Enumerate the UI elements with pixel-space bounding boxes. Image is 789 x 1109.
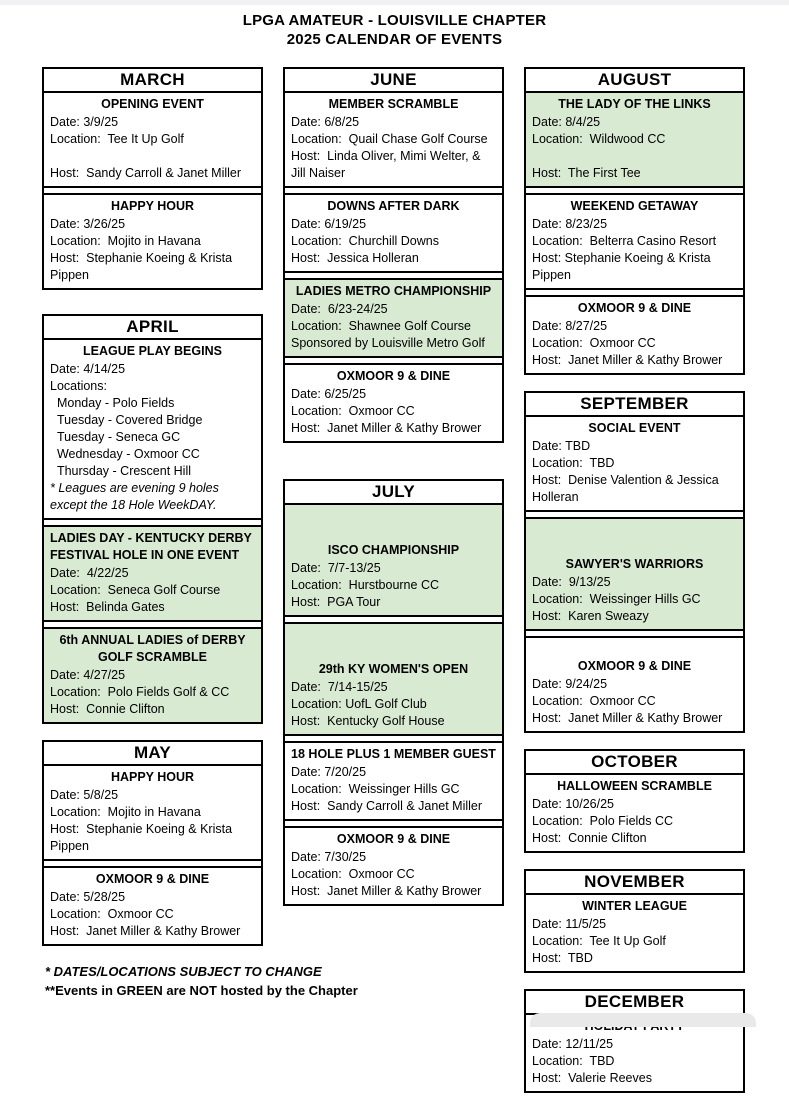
- month-header-may: MAY: [44, 742, 261, 766]
- month-section-may: [42, 740, 263, 946]
- month-header-june: JUNE: [285, 69, 502, 93]
- event-line: Date: 8/23/25: [532, 217, 608, 231]
- event-line: Host: Janet Miller & Kathy Brower: [291, 421, 482, 435]
- event-line: Location: Mojito in Havana: [50, 805, 201, 819]
- event-line: Thursday - Crescent Hill: [50, 464, 192, 478]
- blank-line: [532, 640, 737, 657]
- event-line: Date: 7/20/25: [291, 765, 367, 779]
- calendar-column-3: [524, 67, 745, 1109]
- event-line: Date: 4/27/25: [50, 668, 126, 682]
- event-line: Date: 3/9/25: [50, 115, 119, 129]
- event-line: Locations:: [50, 379, 107, 393]
- month-header-april: APRIL: [44, 316, 261, 340]
- calendar-column-1: [42, 67, 263, 1109]
- calendar-column-2: [283, 67, 504, 1109]
- event-line: Location: Shawnee Golf Course: [291, 319, 471, 333]
- event-line: Location: Oxmoor CC: [291, 867, 415, 881]
- event-box: [526, 775, 743, 851]
- event-box: [44, 93, 261, 186]
- event-line: Date: 5/28/25: [50, 890, 126, 904]
- event-line: Date: 7/14-15/25: [291, 680, 388, 694]
- event-line: Location: Quail Chase Golf Course: [291, 132, 488, 146]
- blank-line: [532, 521, 737, 538]
- event-line: Date: 10/26/25: [532, 797, 615, 811]
- event-line: Host: Belinda Gates: [50, 600, 165, 614]
- event-line: Date: 7/30/25: [291, 850, 367, 864]
- blank-line: [291, 507, 496, 524]
- event-title: LADIES DAY - KENTUCKY DERBY FESTIVAL HOLE IN ONE EVENT: [50, 531, 256, 562]
- event-note: * Leagues are evening 9 holes except the 18 Hole WeekDAY.: [50, 481, 223, 512]
- event-line: [532, 148, 737, 165]
- month-header-december: DECEMBER: [526, 991, 743, 1015]
- footer-note-dates: * DATES/LOCATIONS SUBJECT TO CHANGE: [45, 964, 322, 979]
- event-line: Location: Oxmoor CC: [532, 694, 656, 708]
- month-header-july: JULY: [285, 481, 502, 505]
- event-line: Date: 6/25/25: [291, 387, 367, 401]
- event-separator: [285, 356, 502, 365]
- event-box: [44, 868, 261, 944]
- event-line: Date: 7/7-13/25: [291, 561, 381, 575]
- event-box: [285, 505, 502, 615]
- event-line: Location: Oxmoor CC: [291, 404, 415, 418]
- event-line: Location: Tee It Up Golf: [50, 132, 184, 146]
- event-title: OXMOOR 9 & DINE: [336, 369, 451, 383]
- event-box: [44, 629, 261, 722]
- event-line: Host: Janet Miller & Kathy Brower: [532, 711, 723, 725]
- event-box: [526, 895, 743, 971]
- month-section-october: [524, 749, 745, 853]
- page-top-strip: [0, 0, 789, 5]
- event-line: Date: 8/27/25: [532, 319, 608, 333]
- event-line: Date: 8/4/25: [532, 115, 601, 129]
- event-line: Host: Kentucky Golf House: [291, 714, 445, 728]
- blank-line: [291, 524, 496, 541]
- event-title: OXMOOR 9 & DINE: [577, 659, 692, 673]
- event-line: Host: Janet Miller & Kathy Brower: [50, 924, 241, 938]
- event-title: THE LADY OF THE LINKS: [558, 97, 711, 111]
- event-line: Date: 12/11/25: [532, 1037, 614, 1051]
- event-line: Date: 3/26/25: [50, 217, 126, 231]
- month-section-december: [524, 989, 745, 1093]
- event-box: [44, 195, 261, 288]
- event-line: Date: 11/5/25: [532, 917, 607, 931]
- month-section-august: [524, 67, 745, 375]
- event-title: ISCO CHAMPIONSHIP: [327, 543, 460, 557]
- event-line: Location: Weissinger Hills GC: [532, 592, 701, 606]
- event-separator: [285, 819, 502, 828]
- event-title: MEMBER SCRAMBLE: [328, 97, 459, 111]
- event-line: Wednesday - Oxmoor CC: [50, 447, 200, 461]
- month-header-august: AUGUST: [526, 69, 743, 93]
- footer-note-green: **Events in GREEN are NOT hosted by the Chapter: [45, 983, 358, 998]
- footer-notes: [45, 962, 358, 1000]
- event-line: Location: Mojito in Havana: [50, 234, 201, 248]
- month-section-july: [283, 479, 504, 906]
- event-title: WINTER LEAGUE: [582, 899, 687, 913]
- event-box: [44, 340, 261, 518]
- event-line: Host: Stephanie Koeing & Krista Pippen: [50, 251, 236, 282]
- month-header-october: OCTOBER: [526, 751, 743, 775]
- event-line: Location: TBD: [532, 1054, 615, 1068]
- event-box: [526, 638, 743, 731]
- event-title: OXMOOR 9 & DINE: [336, 832, 451, 846]
- event-title: OXMOOR 9 & DINE: [95, 872, 210, 886]
- event-separator: [526, 629, 743, 638]
- event-line: Location: Oxmoor CC: [532, 336, 656, 350]
- event-line: Host: Jessica Holleran: [291, 251, 419, 265]
- event-title: SOCIAL EVENT: [588, 421, 681, 435]
- event-box: [285, 280, 502, 356]
- document-title: [0, 11, 789, 49]
- event-box: [285, 195, 502, 271]
- event-separator: [285, 186, 502, 195]
- event-line: Location: Hurstbourne CC: [291, 578, 439, 592]
- event-line: Host: Janet Miller & Kathy Brower: [291, 884, 482, 898]
- event-title: LEAGUE PLAY BEGINS: [83, 344, 222, 358]
- event-line: Host: The First Tee: [532, 166, 641, 180]
- event-line: Location: Belterra Casino Resort: [532, 234, 717, 248]
- event-line: Host: Linda Oliver, Mimi Welter, & Jill Naiser: [291, 149, 484, 180]
- event-separator: [526, 510, 743, 519]
- event-title: HAPPY HOUR: [110, 770, 195, 784]
- event-box: [44, 766, 261, 859]
- event-title: HAPPY HOUR: [110, 199, 195, 213]
- event-line: Host: Connie Clifton: [532, 831, 647, 845]
- event-line: Host: Sandy Carroll & Janet Miller: [291, 799, 483, 813]
- event-line: [50, 148, 255, 165]
- event-separator: [285, 734, 502, 743]
- event-line: Location: TBD: [532, 456, 615, 470]
- event-line: Host: Janet Miller & Kathy Brower: [532, 353, 723, 367]
- bottom-overlay-tab: [530, 1013, 756, 1027]
- event-line: Date: 5/8/25: [50, 788, 119, 802]
- event-title: OXMOOR 9 & DINE: [577, 301, 692, 315]
- event-separator: [44, 186, 261, 195]
- event-line: Location: Polo Fields CC: [532, 814, 674, 828]
- event-box: [526, 93, 743, 186]
- month-header-september: SEPTEMBER: [526, 393, 743, 417]
- event-line: Date: 4/22/25: [50, 566, 129, 580]
- blank-line: [291, 626, 496, 643]
- month-section-september: [524, 391, 745, 733]
- event-title: LADIES METRO CHAMPIONSHIP: [295, 284, 492, 298]
- event-line: Tuesday - Covered Bridge: [50, 413, 203, 427]
- event-line: Monday - Polo Fields: [50, 396, 175, 410]
- event-title: SAWYER'S WARRIORS: [565, 557, 704, 571]
- event-line: Host: Karen Sweazy: [532, 609, 649, 623]
- month-header-march: MARCH: [44, 69, 261, 93]
- event-separator: [44, 859, 261, 868]
- event-box: [285, 365, 502, 441]
- event-line: Location: Wildwood CC: [532, 132, 666, 146]
- event-separator: [44, 518, 261, 527]
- event-box: [526, 297, 743, 373]
- event-separator: [44, 620, 261, 629]
- event-line: Host: Connie Clifton: [50, 702, 165, 716]
- event-line: Date: 4/14/25: [50, 362, 126, 376]
- event-line: Date: 9/13/25: [532, 575, 611, 589]
- event-separator: [526, 288, 743, 297]
- event-title: OPENING EVENT: [101, 97, 204, 111]
- event-box: [285, 828, 502, 904]
- blank-line: [291, 643, 496, 660]
- event-line: Location: Tee It Up Golf: [532, 934, 666, 948]
- event-box: [526, 417, 743, 510]
- event-separator: [285, 615, 502, 624]
- event-box: [285, 624, 502, 734]
- event-line: Location: Churchill Downs: [291, 234, 439, 248]
- event-title: WEEKEND GETAWAY: [570, 199, 699, 213]
- event-title: 6th ANNUAL LADIES of DERBY GOLF SCRAMBLE: [59, 633, 250, 664]
- event-line: Location: Oxmoor CC: [50, 907, 174, 921]
- event-title: HALLOWEEN SCRAMBLE: [557, 779, 712, 793]
- month-section-march: [42, 67, 263, 290]
- event-box: [526, 195, 743, 288]
- event-title: 29th KY WOMEN'S OPEN: [318, 662, 469, 676]
- event-line: Date: 6/23-24/25: [291, 302, 388, 316]
- event-line: Date: 6/8/25: [291, 115, 360, 129]
- event-title: DOWNS AFTER DARK: [327, 199, 460, 213]
- event-line: Location: Seneca Golf Course: [50, 583, 221, 597]
- document-title-line1: LPGA AMATEUR - LOUISVILLE CHAPTER: [242, 12, 547, 29]
- event-title: 18 HOLE PLUS 1 MEMBER GUEST: [291, 747, 496, 761]
- month-header-november: NOVEMBER: [526, 871, 743, 895]
- event-line: Date: 9/24/25: [532, 677, 608, 691]
- event-line: Host: PGA Tour: [291, 595, 381, 609]
- event-line: Location: Weissinger Hills GC: [291, 782, 460, 796]
- event-line: Host: Sandy Carroll & Janet Miller: [50, 166, 242, 180]
- document-title-line2: 2025 CALENDAR OF EVENTS: [286, 31, 503, 48]
- event-box: [526, 519, 743, 629]
- event-line: Location: UofL Golf Club: [291, 697, 427, 711]
- event-line: Host: TBD: [532, 951, 593, 965]
- event-line: Host: Stephanie Koeing & Krista Pippen: [50, 822, 236, 853]
- month-section-november: [524, 869, 745, 973]
- event-line: Host: Denise Valention & Jessica Holleran: [532, 473, 723, 504]
- event-separator: [526, 186, 743, 195]
- blank-line: [532, 538, 737, 555]
- event-separator: [285, 271, 502, 280]
- event-line: Location: Polo Fields Golf & CC: [50, 685, 230, 699]
- calendar-columns: [42, 67, 745, 1109]
- event-line: Host: Valerie Reeves: [532, 1071, 652, 1085]
- event-box: [285, 743, 502, 819]
- event-line: Date: TBD: [532, 439, 591, 453]
- event-box: [44, 527, 261, 620]
- event-box: [285, 93, 502, 186]
- event-line: Tuesday - Seneca GC: [50, 430, 181, 444]
- month-section-april: [42, 314, 263, 724]
- event-line: Host: Stephanie Koeing & Krista Pippen: [532, 251, 715, 282]
- event-line: Date: 6/19/25: [291, 217, 367, 231]
- event-line: Sponsored by Louisville Metro Golf: [291, 336, 485, 350]
- month-section-june: [283, 67, 504, 443]
